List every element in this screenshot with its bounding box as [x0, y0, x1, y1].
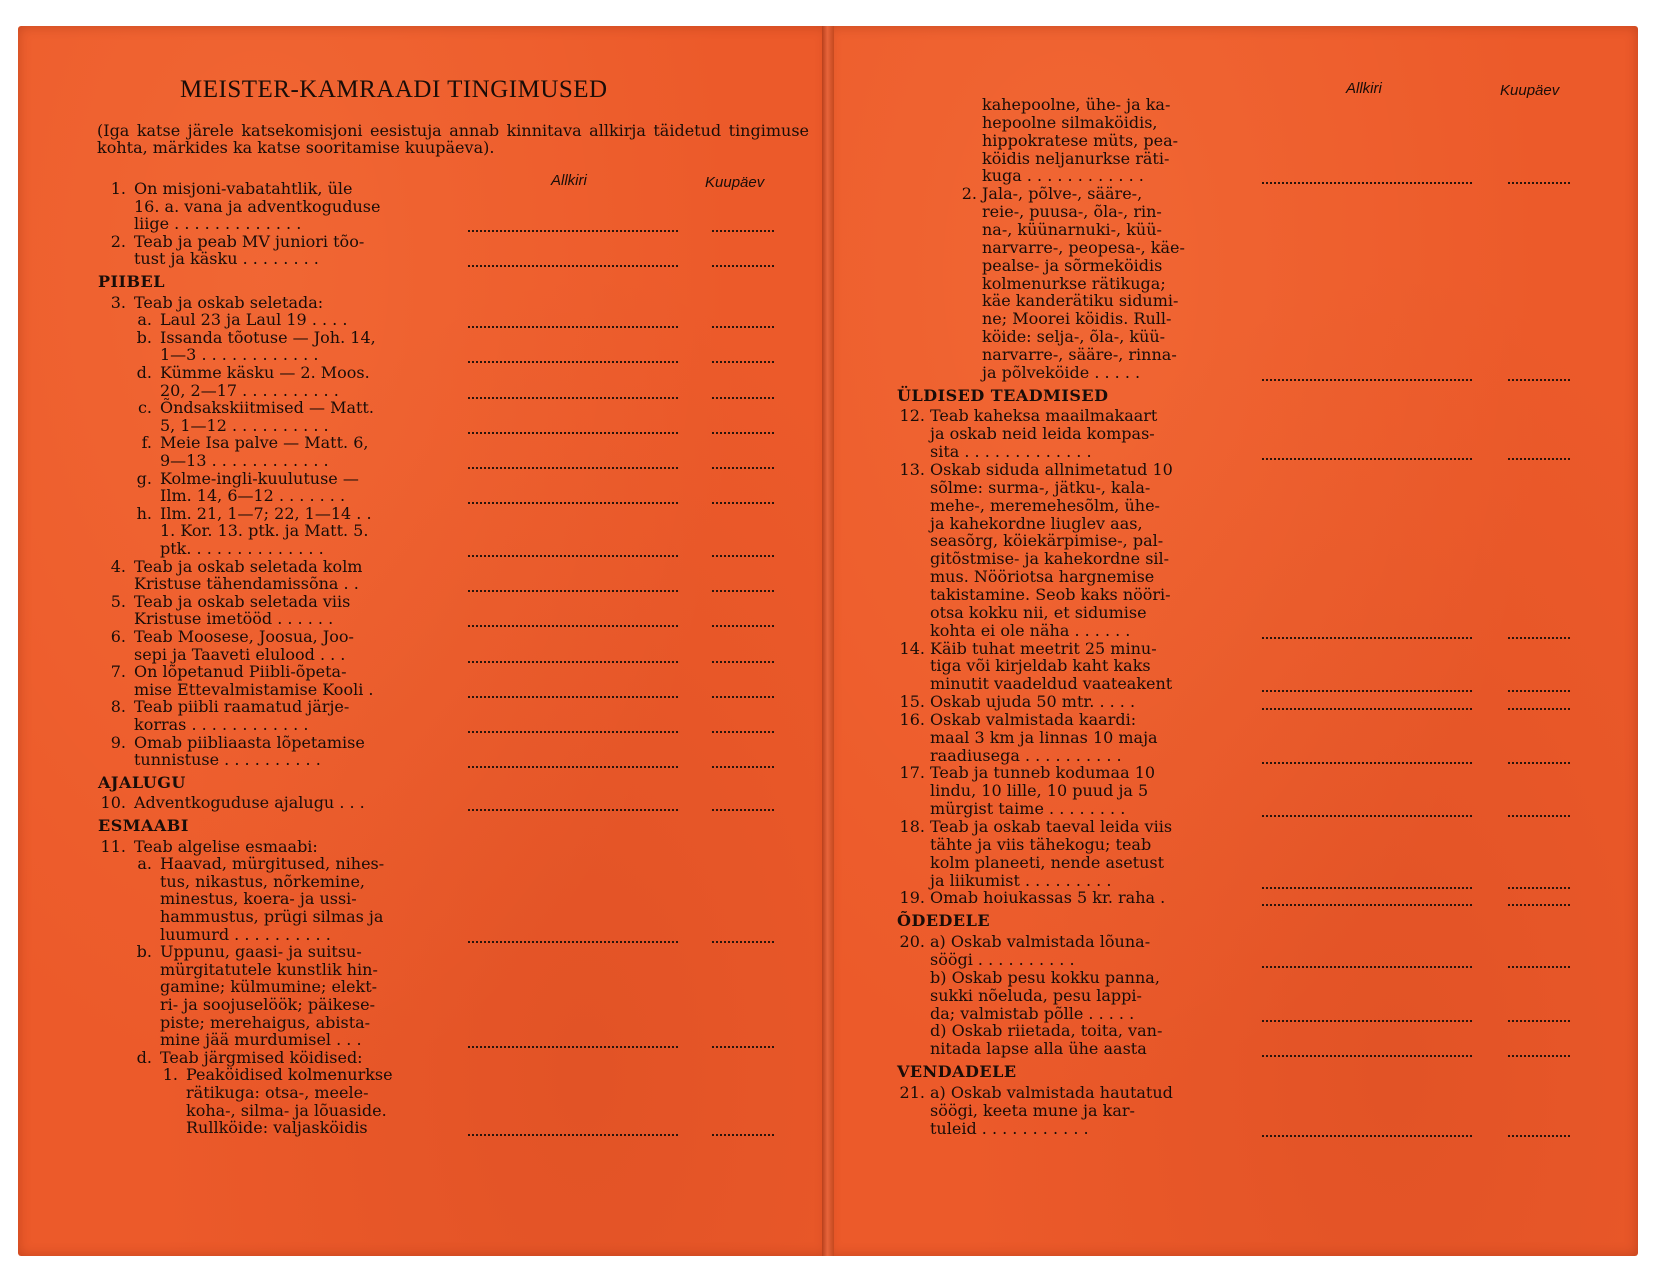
date-field[interactable] — [712, 1046, 774, 1048]
date-field[interactable] — [712, 502, 774, 504]
date-field[interactable] — [712, 326, 774, 328]
signature-field[interactable] — [468, 502, 678, 504]
requirement-text: Õndsakskiitmised — Matt. — [160, 398, 374, 418]
requirement-text: hammustus, prügi silmas ja — [160, 907, 384, 926]
requirement-text: kuga . . . . . . . . . . . . — [982, 166, 1144, 186]
requirement-text: Omab piibliaasta lõpetamise — [134, 732, 365, 752]
requirement-text: hepoolne silmaköidis, — [982, 112, 1158, 132]
item-number: a. — [137, 854, 152, 874]
requirement-text: gamine; külmumine; elekt- — [160, 977, 378, 997]
requirement-text: Teab ja oskab taeval leida viis — [930, 817, 1173, 836]
date-field[interactable] — [1508, 904, 1570, 906]
date-field[interactable] — [712, 361, 774, 363]
requirement-text: Uppunu, gaasi- ja suitsu- — [160, 942, 362, 962]
signature-field[interactable] — [468, 809, 678, 811]
item-number: 17. — [899, 763, 925, 783]
requirement-text: Omab hoiukassas 5 kr. raha . — [930, 888, 1166, 908]
signature-field[interactable] — [468, 661, 678, 663]
item-number: 6. — [110, 627, 126, 646]
signature-field[interactable] — [1262, 887, 1472, 889]
date-field[interactable] — [1508, 815, 1570, 817]
date-field[interactable] — [712, 397, 774, 399]
requirement-text: Teab piibli raamatud järje- — [134, 697, 350, 717]
intro-text: (Iga katse järele katsekomisjoni eesistuja annab kinnitava allkirja täidetud tingimuse kohta, märkides ka katse sooritamise kuupäeva). — [97, 121, 809, 157]
date-column-heading: Kuupäev — [705, 174, 765, 191]
requirement-text: Teab järgmised köidised: — [160, 1047, 363, 1067]
item-number: 21. — [899, 1082, 925, 1102]
requirement-text: Ilm. 14, 6—12 . . . . . . . — [160, 486, 346, 506]
requirement-text: Oskab ujuda 50 mtr. . . . . — [930, 692, 1136, 712]
date-field[interactable] — [1508, 379, 1570, 381]
signature-field[interactable] — [1262, 815, 1472, 817]
requirement-text: söögi, keeta mune ja kar- — [930, 1100, 1135, 1120]
requirement-text: Teab ja oskab seletada viis — [134, 591, 351, 611]
requirement-text: ri- ja soojuselöök; päikese- — [160, 995, 375, 1014]
date-field[interactable] — [712, 555, 774, 557]
requirement-text: tähte ja viis tähekogu; teab — [930, 834, 1152, 854]
item-number: 9. — [110, 732, 126, 752]
date-field[interactable] — [1508, 1135, 1570, 1137]
date-field[interactable] — [712, 1134, 774, 1136]
date-field[interactable] — [1508, 1055, 1570, 1057]
requirement-text: luumurd . . . . . . . . . . — [160, 924, 331, 944]
signature-field[interactable] — [1262, 182, 1472, 184]
requirement-text: Adventkoguduse ajalugu . . . — [134, 793, 365, 813]
requirement-text: mise Ettevalmistamise Kooli . — [134, 679, 374, 699]
item-number: h. — [136, 503, 152, 523]
date-column-heading-right: Kuupäev — [1500, 82, 1560, 99]
requirement-text: minestus, koera- ja ussi- — [160, 889, 357, 909]
page-title: MEISTER-KAMRAADI TINGIMUSED — [180, 76, 608, 103]
requirement-text: ja põlveköide . . . . . — [982, 362, 1141, 382]
signature-field[interactable] — [1262, 458, 1472, 460]
requirement-text: ja oskab neid leida kompas- — [930, 424, 1155, 444]
item-number: d. — [136, 363, 152, 382]
date-field[interactable] — [712, 809, 774, 811]
item-number: 18. — [899, 817, 925, 836]
item-number: 5. — [110, 591, 126, 611]
requirement-text: reie-, puusa-, õla-, rin- — [982, 202, 1162, 222]
requirement-text: a) Oskab valmistada hautatud — [930, 1082, 1173, 1102]
item-number: 14. — [899, 638, 925, 658]
requirement-text: sõlme: surma-, jätku-, kala- — [930, 477, 1151, 497]
requirement-text: ptk. . . . . . . . . . . . . . — [160, 539, 324, 558]
date-field[interactable] — [1508, 637, 1570, 639]
date-field[interactable] — [712, 230, 774, 232]
section-heading: ESMAABI — [98, 816, 189, 835]
requirement-text: raadiusega . . . . . . . . . . — [930, 745, 1122, 765]
item-number: b. — [136, 327, 152, 347]
requirement-text: kahepoolne, ühe- ja ka- — [982, 95, 1171, 114]
signature-field[interactable] — [1262, 904, 1472, 906]
section-heading: VENDADELE — [897, 1062, 1017, 1082]
requirement-text: Kolme-ingli-kuulutuse — — [160, 468, 359, 488]
date-field[interactable] — [1508, 762, 1570, 764]
requirement-text: köide: selja-, õla-, küü- — [982, 327, 1166, 347]
requirement-text: otsa kokku nii, et sidumise — [930, 602, 1147, 622]
requirement-text: 9—13 . . . . . . . . . . . . — [160, 451, 329, 470]
date-field[interactable] — [712, 432, 774, 434]
requirement-text: koha-, silma- ja lõuaside. — [186, 1100, 387, 1120]
requirement-text: 5, 1—12 . . . . . . . . . . — [160, 415, 329, 435]
requirement-text: Issanda tõotuse — Joh. 14, — [160, 327, 376, 347]
requirement-text: gitõstmise- ja kahekordne sil- — [930, 549, 1170, 569]
requirement-text: pealse- ja sõrmeköidis — [982, 255, 1163, 275]
requirement-text: minutit vaadeldud vaateakent — [930, 674, 1173, 694]
requirement-text: Teab ja oskab seletada kolm — [134, 556, 363, 576]
date-field[interactable] — [712, 731, 774, 733]
requirement-text: 20, 2—17 . . . . . . . . . . — [160, 380, 339, 400]
requirement-text: kolm planeeti, nende asetust — [930, 852, 1165, 872]
item-number: 1. — [110, 179, 126, 198]
item-number: 2. — [961, 184, 977, 204]
requirement-text: käe kanderätiku sidumi- — [982, 291, 1179, 311]
date-field[interactable] — [1508, 458, 1570, 460]
signature-field[interactable] — [1262, 1020, 1472, 1022]
date-field[interactable] — [1508, 966, 1570, 968]
item-number: c. — [137, 398, 152, 418]
requirement-text: Teab ja oskab seletada: — [134, 292, 324, 312]
date-field[interactable] — [1508, 887, 1570, 889]
signature-field[interactable] — [468, 590, 678, 592]
requirement-text: mehe-, meremehesõlm, ühe- — [930, 495, 1160, 515]
date-field[interactable] — [712, 941, 774, 943]
requirement-text: söögi . . . . . . . . . . — [930, 949, 1075, 969]
requirement-text: Teab kaheksa maailmakaart — [930, 406, 1158, 426]
signature-field[interactable] — [1262, 966, 1472, 968]
requirement-text: mürgitatutele kunstlik hin- — [160, 959, 378, 979]
date-field[interactable] — [1508, 1020, 1570, 1022]
signature-field[interactable] — [468, 230, 678, 232]
requirement-text: Oskab valmistada kaardi: — [930, 709, 1137, 729]
requirement-text: a) Oskab valmistada lõuna- — [930, 932, 1151, 952]
page-fold — [822, 26, 834, 1256]
requirement-text: sepi ja Taaveti elulood . . . — [134, 644, 346, 664]
item-number: f. — [141, 433, 152, 453]
signature-field[interactable] — [1262, 379, 1472, 381]
requirement-text: 1—3 . . . . . . . . . . . . — [160, 345, 319, 365]
date-field[interactable] — [1508, 182, 1570, 184]
section-heading: ÕDEDELE — [897, 911, 991, 931]
signature-field[interactable] — [468, 696, 678, 698]
signature-field[interactable] — [468, 265, 678, 267]
signature-field[interactable] — [1262, 1135, 1472, 1137]
requirement-text: Haavad, mürgitused, nihes- — [160, 854, 385, 874]
requirement-text: Teab Moosese, Joosua, Joo- — [134, 627, 354, 646]
requirement-text: hippokratese müts, pea- — [982, 130, 1179, 150]
item-number: d. — [136, 1047, 152, 1067]
signature-field[interactable] — [468, 625, 678, 627]
date-field[interactable] — [712, 696, 774, 698]
requirement-text: Ilm. 21, 1—7; 22, 1—14 . . — [160, 503, 372, 523]
requirement-text: liige . . . . . . . . . . . . . — [134, 214, 302, 234]
item-number: 1. — [162, 1065, 178, 1085]
signature-field[interactable] — [468, 467, 678, 469]
requirement-text: Teab algelise esmaabi: — [134, 836, 318, 856]
requirement-text: tiga või kirjeldab kaht kaks — [930, 656, 1151, 676]
item-number: 4. — [110, 556, 126, 576]
requirement-text: Teab ja tunneb kodumaa 10 — [930, 763, 1156, 783]
requirement-text: sita . . . . . . . . . . . . . — [930, 442, 1092, 462]
requirement-text: kohta ei ole näha . . . . . . — [930, 620, 1131, 640]
signature-field[interactable] — [1262, 1055, 1472, 1057]
requirement-text: sukki nõeluda, pesu lappi- — [930, 985, 1142, 1005]
requirement-text: da; valmistab põlle . . . . . — [930, 1003, 1135, 1023]
item-number: 8. — [110, 697, 126, 717]
requirement-text: b) Oskab pesu kokku panna, — [930, 967, 1160, 987]
requirement-text: narvarre-, sääre-, rinna- — [982, 344, 1177, 364]
item-number: 20. — [899, 932, 925, 952]
signature-field[interactable] — [468, 397, 678, 399]
requirement-text: d) Oskab riietada, toita, van- — [930, 1021, 1163, 1041]
section-heading: AJALUGU — [98, 772, 186, 792]
requirement-text: maal 3 km ja linnas 10 maja — [930, 727, 1158, 747]
requirement-text: takistamine. Seob kaks nööri- — [930, 584, 1171, 604]
requirement-text: Laul 23 ja Laul 19 . . . . — [160, 310, 348, 330]
requirement-text: ja kahekordne liuglev aas, — [930, 513, 1143, 533]
item-number: 7. — [110, 662, 126, 682]
requirement-text: On misjoni-vabatahtlik, üle — [134, 179, 353, 198]
requirement-text: tust ja käsku . . . . . . . . — [134, 249, 319, 269]
signature-field[interactable] — [468, 766, 678, 768]
item-number: b. — [136, 942, 152, 962]
requirement-text: Rullköide: valjasköidis — [186, 1118, 368, 1138]
requirement-text: Peaköidised kolmenurkse — [186, 1065, 393, 1085]
requirement-text: narvarre-, peopesa-, käe- — [982, 237, 1185, 257]
requirement-text: On lõpetanud Piibli-õpeta- — [134, 662, 347, 682]
signature-field[interactable] — [468, 432, 678, 434]
item-number: 10. — [100, 793, 126, 813]
requirement-text: Käib tuhat meetrit 25 minu- — [930, 638, 1157, 658]
item-number: 3. — [110, 292, 126, 312]
date-field[interactable] — [712, 590, 774, 592]
date-field[interactable] — [712, 766, 774, 768]
item-number: 2. — [110, 231, 126, 251]
requirement-text: 16. a. vana ja adventkoguduse — [134, 196, 381, 216]
requirement-text: ne; Moorei köidis. Rull- — [982, 309, 1172, 329]
signature-column-heading-right: Allkiri — [1346, 80, 1382, 97]
date-field[interactable] — [1508, 690, 1570, 692]
signature-field[interactable] — [468, 555, 678, 557]
requirement-text: nitada lapse alla ühe aasta — [930, 1039, 1147, 1059]
requirement-text: Jala-, põlve-, sääre-, — [982, 184, 1143, 204]
requirement-text: ja liikumist . . . . . . . . . — [930, 870, 1112, 890]
item-number: 16. — [899, 709, 925, 729]
date-field[interactable] — [712, 467, 774, 469]
section-heading: ÜLDISED TEADMISED — [897, 385, 1109, 405]
item-number: 11. — [100, 836, 126, 856]
requirement-text: kolmenurkse rätikuga; — [982, 273, 1166, 293]
requirement-text: korras . . . . . . . . . . . . — [134, 715, 309, 734]
signature-field[interactable] — [1262, 762, 1472, 764]
date-field[interactable] — [712, 625, 774, 627]
signature-column-heading: Allkiri — [551, 172, 587, 189]
requirement-text: Kristuse tähendamissõna . . — [134, 574, 359, 594]
section-heading: PIIBEL — [98, 272, 165, 291]
requirement-text: köidis neljanurkse räti- — [982, 148, 1170, 168]
requirement-text: mürgist taime . . . . . . . . — [930, 799, 1126, 819]
requirement-text: mine jää murdumisel . . . — [160, 1030, 362, 1050]
requirement-text: seasõrg, köiekärpimise-, pal- — [930, 531, 1164, 551]
requirement-text: Meie Isa palve — Matt. 6, — [160, 433, 369, 453]
date-field[interactable] — [712, 661, 774, 663]
item-number: 19. — [899, 888, 925, 908]
signature-field[interactable] — [1262, 708, 1472, 710]
requirement-text: Kümme käsku — 2. Moos. — [160, 363, 370, 382]
requirement-text: rätikuga: otsa-, meele- — [186, 1083, 369, 1102]
requirement-text: tus, nikastus, nõrkemine, — [160, 871, 365, 891]
item-number: a. — [137, 310, 152, 330]
item-number: g. — [136, 468, 152, 488]
item-number: 12. — [899, 406, 925, 426]
signature-field[interactable] — [1262, 637, 1472, 639]
requirement-text: Kristuse imetööd . . . . . . — [134, 609, 334, 629]
signature-field[interactable] — [468, 361, 678, 363]
signature-field[interactable] — [468, 326, 678, 328]
requirement-text: tunnistuse . . . . . . . . . . — [134, 750, 321, 770]
requirement-text: piste; merehaigus, abista- — [160, 1012, 371, 1032]
date-field[interactable] — [712, 265, 774, 267]
requirement-text: lindu, 10 lille, 10 puud ja 5 — [930, 781, 1149, 801]
requirement-text: Teab ja peab MV juniori tõo- — [134, 231, 365, 251]
requirement-text: tuleid . . . . . . . . . . . — [930, 1118, 1089, 1138]
signature-field[interactable] — [468, 1134, 678, 1136]
signature-field[interactable] — [468, 1046, 678, 1048]
signature-field[interactable] — [1262, 690, 1472, 692]
signature-field[interactable] — [468, 731, 678, 733]
item-number: 13. — [899, 460, 925, 479]
date-field[interactable] — [1508, 708, 1570, 710]
requirement-text: mus. Nööriotsa hargnemise — [930, 567, 1155, 587]
item-number: 15. — [899, 692, 925, 712]
requirement-text: 1. Kor. 13. ptk. ja Matt. 5. — [160, 521, 369, 541]
requirement-text: Oskab siduda allnimetatud 10 — [930, 460, 1173, 479]
signature-field[interactable] — [468, 941, 678, 943]
requirement-text: na-, küünarnuki-, küü- — [982, 219, 1162, 239]
